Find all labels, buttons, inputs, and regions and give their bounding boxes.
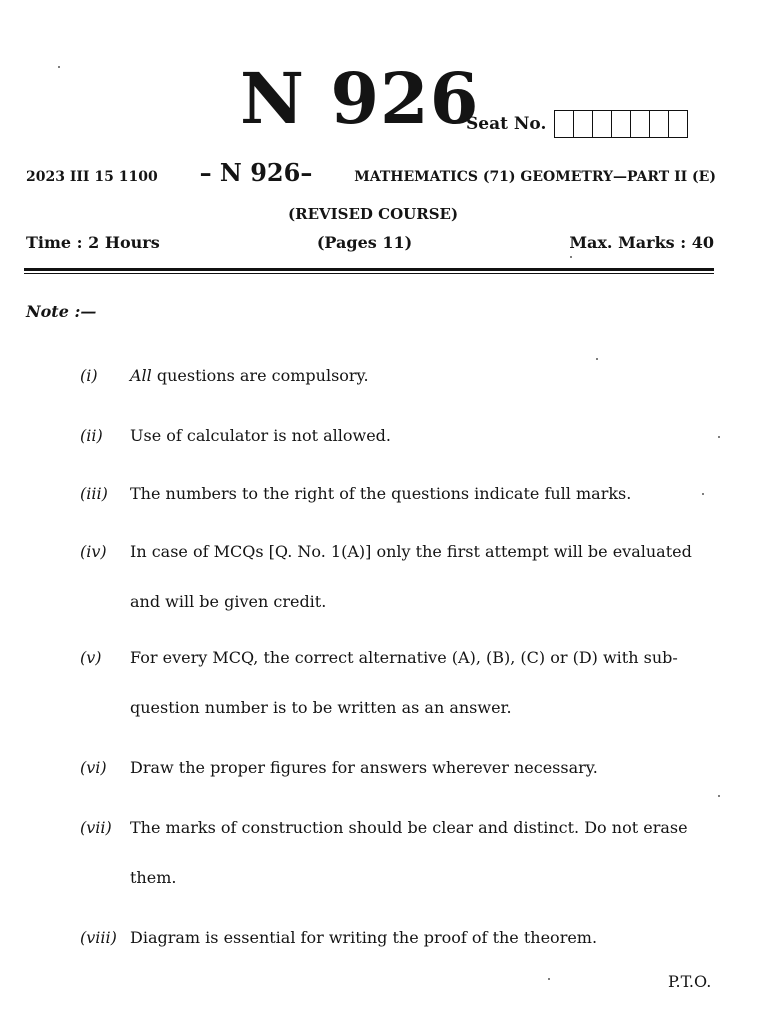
- note-number: (vii): [80, 818, 112, 837]
- header-divider-thick: [24, 268, 714, 271]
- note-text-rest: questions are compulsory.: [151, 366, 369, 385]
- seat-label: Seat No.: [466, 114, 547, 134]
- note-number: (ii): [80, 426, 103, 445]
- time-allowed: Time : 2 Hours: [26, 233, 160, 252]
- scan-speck: [718, 795, 720, 797]
- seat-box[interactable]: [631, 111, 650, 137]
- paper-code-inline: – N 926–: [199, 158, 313, 187]
- note-text: The numbers to the right of the questions indicate full marks.: [130, 484, 632, 503]
- seat-box[interactable]: [612, 111, 631, 137]
- exam-session-code: 2023 III 15 1100: [26, 169, 158, 185]
- note-number: (i): [80, 366, 98, 385]
- seat-box[interactable]: [669, 111, 687, 137]
- scan-speck: [596, 358, 598, 360]
- note-text: For every MCQ, the correct alternative (A), (B), (C) or (D) with sub-question number is to be written as an answer.: [130, 648, 678, 717]
- note-number: (v): [80, 648, 102, 667]
- seat-box[interactable]: [650, 111, 669, 137]
- scan-speck: [718, 436, 720, 438]
- seat-number-boxes[interactable]: [554, 110, 688, 138]
- note-number: (iv): [80, 542, 107, 561]
- seat-box[interactable]: [555, 111, 574, 137]
- seat-box[interactable]: [593, 111, 612, 137]
- note-number: (iii): [80, 484, 108, 503]
- scan-speck: [548, 978, 550, 980]
- note-number: (vi): [80, 758, 107, 777]
- subject-line: [26, 158, 716, 187]
- note-heading: Note :—: [26, 302, 97, 321]
- note-text: Draw the proper figures for answers wherever necessary.: [130, 758, 598, 777]
- max-marks: Max. Marks : 40: [569, 233, 714, 252]
- note-text: Use of calculator is not allowed.: [130, 426, 391, 445]
- header-divider-thin: [24, 273, 714, 274]
- exam-info-row: [26, 233, 714, 252]
- page-count: (Pages 11): [316, 233, 413, 252]
- note-item: [80, 803, 720, 903]
- seat-box[interactable]: [574, 111, 593, 137]
- note-item: [80, 351, 720, 401]
- note-text: In case of MCQs [Q. No. 1(A)] only the first attempt will be evaluated and will be given credit.: [130, 542, 692, 611]
- subject-name: MATHEMATICS (71) GEOMETRY—PART II (E): [354, 169, 716, 185]
- note-number: (viii): [80, 928, 117, 947]
- note-item: [80, 527, 720, 627]
- note-item: [80, 469, 720, 519]
- note-item: [80, 743, 720, 793]
- note-text: Diagram is essential for writing the proof of the theorem.: [130, 928, 598, 947]
- please-turn-over: P.T.O.: [668, 972, 712, 991]
- note-text: [130, 351, 720, 401]
- seat-number-field: [466, 110, 688, 138]
- note-text: The marks of construction should be clear and distinct. Do not erase them.: [130, 818, 688, 887]
- note-item: [80, 633, 720, 733]
- scan-speck: [570, 256, 572, 258]
- note-item: [80, 411, 720, 461]
- course-type: (REVISED COURSE): [288, 205, 459, 223]
- scan-speck: [702, 493, 704, 495]
- note-emphasis: All: [130, 366, 152, 385]
- scan-speck: [58, 66, 60, 68]
- paper-code-title: N 926: [240, 57, 480, 140]
- note-item: [80, 913, 720, 963]
